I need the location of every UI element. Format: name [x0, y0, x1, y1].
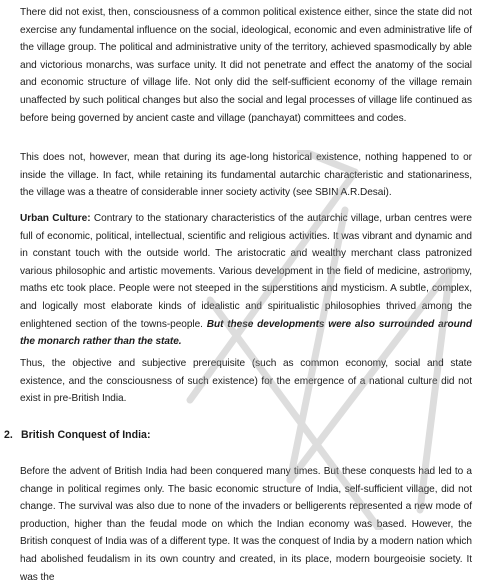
paragraph-national-culture: Thus, the objective and subjective prerequisite (such as common economy, social and state existence, and the consciousness of such existence) for the emergence of a national culture did not exist in pre-British India. [20, 358, 472, 405]
section-number: 2. [4, 429, 13, 441]
paragraph-british-conquest: Before the advent of British India had been conquered many times. But these conquests had led to a change in political regimes only. The basic economic structure of India, self-sufficient village, did not change. The survival was also due to none of the invaders or belligerents represented a new mode of production, higher than the feudal mode on which the Indian economy was based. However, the British conquest of India was of a different type. It was the conquest of India by a modern nation which had abolished feudalism in its own country and created, in its place, modern bourgeoisie society. It was the [20, 466, 472, 583]
paragraph-village-activity: This does not, however, mean that during its age-long historical existence, nothing happened to or inside the village. In fact, while retaining its fundamental autarchic characteristic and stationariness, the village was a theatre of considerable inner society activity (see SBIN A.R.Desai). [20, 152, 472, 199]
urban-culture-body: Contrary to the stationary characteristics of the autarchic village, urban centres were full of economic, political, intellectual, scientific and religious activities. It was vibrant and dynamic and in constant touch with the outside world. The aristocratic and wealthy merchant class patronized various philosophic and artistic movements. Various development in the field of medicine, astronomy, maths etc took place. People were not steeped in the superstitions and mysticism. A subtle, complex, and logically most elaborate kinds of idealistic and spiritualistic philosophies thrived among the enlightened section of the towns-people. [20, 213, 472, 330]
paragraph-political-existence: There did not exist, then, consciousness of a common political existence either, since the state did not exercise any fundamental influence on the social, ideological, economic and even administrative life of the village group. The political and administrative unity of the territory, achieved spasmodically by able and victorious monarchs, was surface unity. It did not penetrate and effect the anatomy of the social and economic structure of village life. Not only did the self-sufficient economy of the village remain unaffected by such political changes but also the social and legal processes of village life continued as before being governed by ancient caste and village (panchayat) committees and codes. [20, 7, 472, 124]
urban-culture-label: Urban Culture: [20, 213, 91, 224]
urban-culture-emphasis: But these developments were also surrounded around the monarch rather than the state. [20, 318, 473, 348]
section-heading [4, 427, 150, 444]
section-title: British Conquest of India: [21, 429, 151, 441]
paragraph-urban-culture [20, 210, 472, 351]
